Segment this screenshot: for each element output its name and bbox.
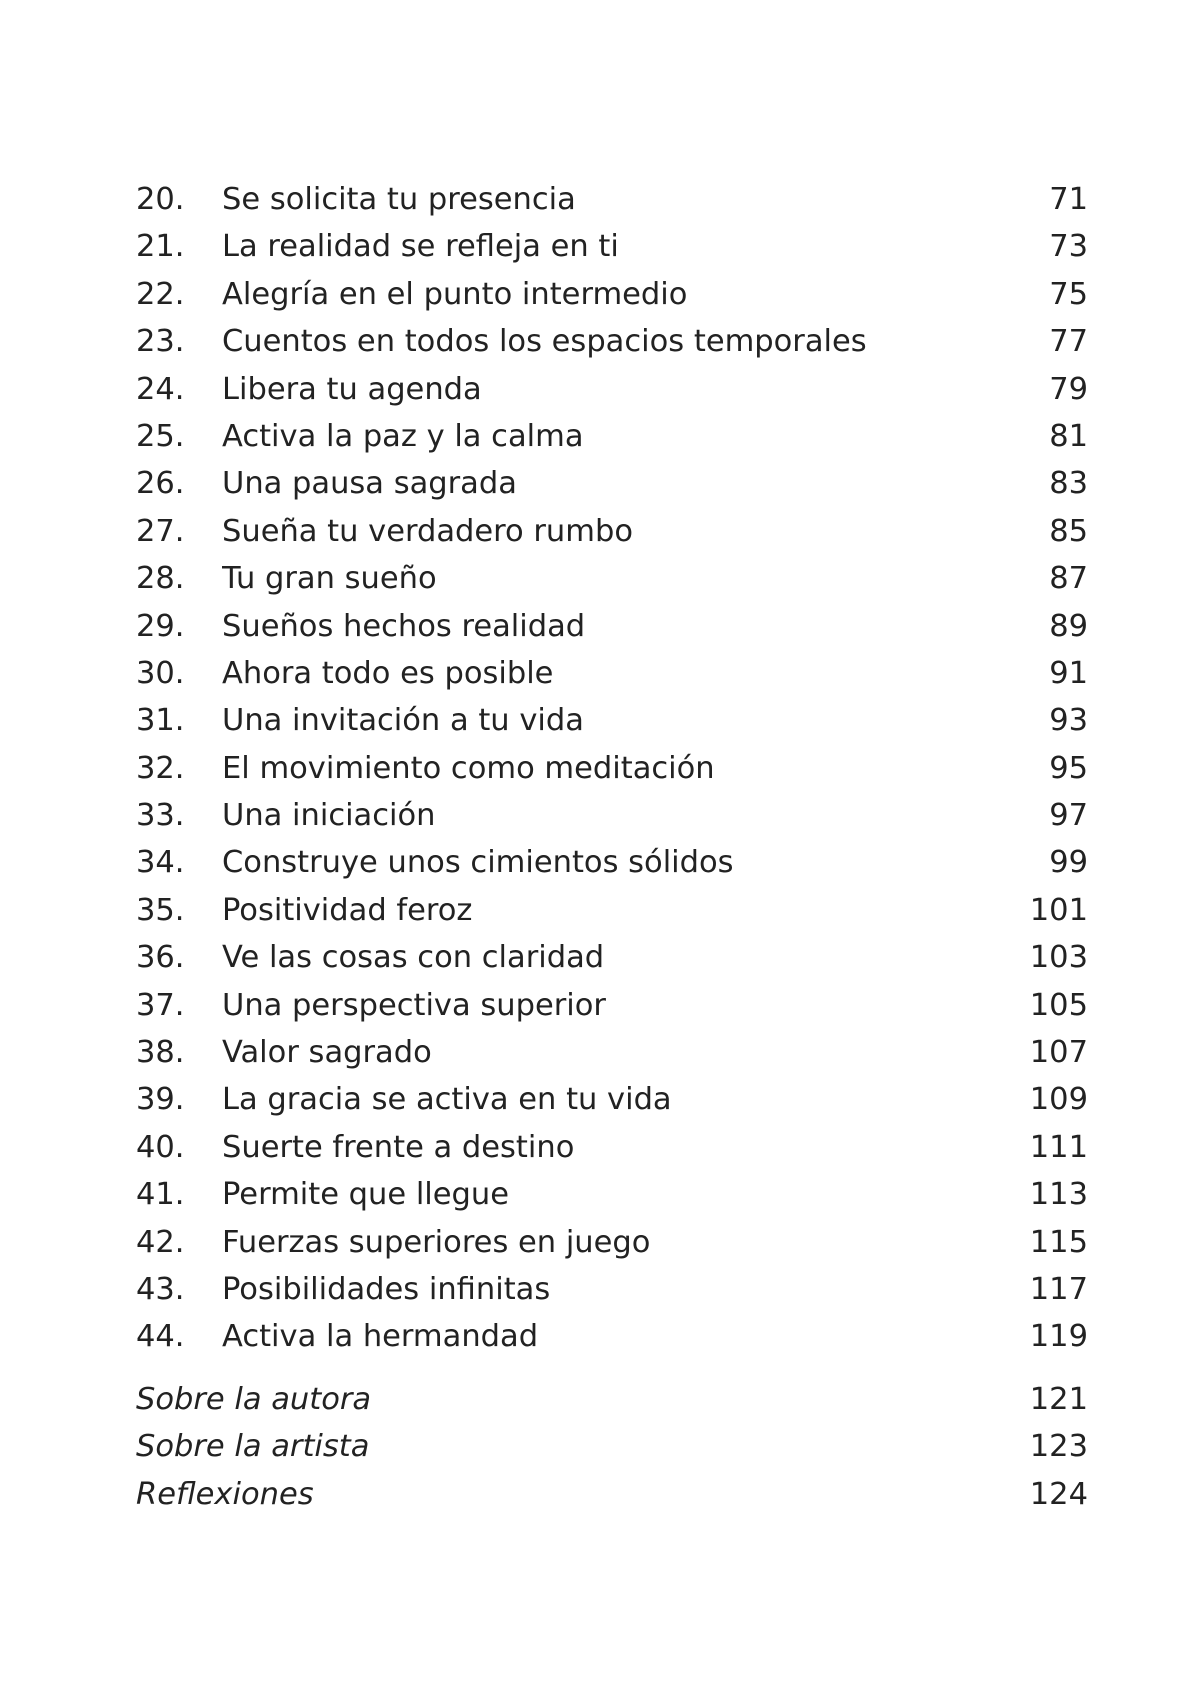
entry-title: Positividad feroz <box>222 892 473 928</box>
entry-page: 103 <box>1029 940 1088 976</box>
entry-page: 113 <box>1029 1177 1088 1213</box>
toc-entry <box>136 1029 1088 1076</box>
entry-page: 87 <box>1049 561 1088 597</box>
entry-page: 91 <box>1049 655 1088 691</box>
entry-number: 28. <box>136 561 185 597</box>
toc-entry <box>136 176 1088 223</box>
toc-entry <box>136 460 1088 507</box>
toc-entry <box>136 1219 1088 1266</box>
entry-number: 34. <box>136 845 185 881</box>
entry-number: 30. <box>136 655 185 691</box>
entry-title: Tu gran sueño <box>222 561 437 597</box>
entry-title: Libera tu agenda <box>222 371 482 407</box>
toc-entry <box>136 1171 1088 1218</box>
entry-number: 26. <box>136 466 185 502</box>
entry-page: 121 <box>1029 1382 1088 1417</box>
entry-number: 20. <box>136 182 185 217</box>
entry-title: Posibilidades infinitas <box>222 1271 551 1307</box>
entry-page: 73 <box>1049 229 1088 265</box>
toc-entry <box>136 650 1088 697</box>
entry-number: 25. <box>136 418 185 454</box>
entry-page: 97 <box>1049 798 1088 834</box>
entry-number: 21. <box>136 229 185 265</box>
entry-title: Activa la paz y la calma <box>222 418 584 454</box>
toc-entry <box>136 792 1088 839</box>
entry-number: 35. <box>136 892 185 928</box>
entry-title: Construye unos cimientos sólidos <box>222 845 734 881</box>
entry-title: Ahora todo es posible <box>222 655 554 691</box>
entry-number: 44. <box>136 1319 185 1355</box>
entry-title: Una perspectiva superior <box>222 987 606 1023</box>
entry-title: Suerte frente a destino <box>222 1129 575 1165</box>
entry-title: Alegría en el punto intermedio <box>222 276 688 312</box>
entry-page: 85 <box>1049 513 1088 549</box>
entry-number: 41. <box>136 1177 185 1213</box>
back-matter-entry <box>136 1471 1088 1518</box>
entry-page: 81 <box>1049 418 1088 454</box>
entry-page: 123 <box>1029 1429 1088 1465</box>
entry-page: 95 <box>1049 750 1088 786</box>
entry-title: Se solicita tu presencia <box>222 182 576 217</box>
entry-number: 37. <box>136 987 185 1023</box>
toc-entry <box>136 934 1088 981</box>
entry-page: 107 <box>1029 1035 1088 1071</box>
entry-title: Cuentos en todos los espacios temporales <box>222 324 867 360</box>
toc-entry <box>136 697 1088 744</box>
entry-title: Permite que llegue <box>222 1177 509 1213</box>
entry-number: 23. <box>136 324 185 360</box>
entry-title: Sobre la artista <box>136 1429 370 1465</box>
entry-page: 105 <box>1029 987 1088 1023</box>
entry-number: 27. <box>136 513 185 549</box>
entry-page: 79 <box>1049 371 1088 407</box>
toc-entry <box>136 982 1088 1029</box>
toc-entry <box>136 1076 1088 1123</box>
back-matter-entry <box>136 1423 1088 1470</box>
entry-number: 29. <box>136 608 185 644</box>
entry-page: 77 <box>1049 324 1088 360</box>
toc-entry <box>136 887 1088 934</box>
toc-entry <box>136 1266 1088 1313</box>
entry-number: 43. <box>136 1271 185 1307</box>
entry-title: La realidad se refleja en ti <box>222 229 619 265</box>
entry-number: 36. <box>136 940 185 976</box>
toc-entry <box>136 555 1088 602</box>
entry-title: Sueña tu verdadero rumbo <box>222 513 633 549</box>
entry-page: 71 <box>1049 182 1088 217</box>
toc-entry <box>136 413 1088 460</box>
toc-entry <box>136 271 1088 318</box>
toc-entry <box>136 745 1088 792</box>
entry-page: 115 <box>1029 1224 1088 1260</box>
entry-number: 32. <box>136 750 185 786</box>
entry-page: 119 <box>1029 1319 1088 1355</box>
entry-title: La gracia se activa en tu vida <box>222 1082 672 1118</box>
entry-page: 75 <box>1049 276 1088 312</box>
entry-page: 109 <box>1029 1082 1088 1118</box>
entry-title: Una iniciación <box>222 798 436 834</box>
toc-entry <box>136 508 1088 555</box>
entry-number: 39. <box>136 1082 185 1118</box>
entry-title: Fuerzas superiores en juego <box>222 1224 651 1260</box>
entry-page: 117 <box>1029 1271 1088 1307</box>
entry-title: Ve las cosas con claridad <box>222 940 605 976</box>
toc-entry <box>136 318 1088 365</box>
toc-entry <box>136 1124 1088 1171</box>
entry-title: Sueños hechos realidad <box>222 608 586 644</box>
entry-number: 38. <box>136 1035 185 1071</box>
entry-number: 24. <box>136 371 185 407</box>
entry-number: 40. <box>136 1129 185 1165</box>
entry-title: Reflexiones <box>136 1476 314 1512</box>
toc-entry <box>136 1313 1088 1360</box>
toc-entry <box>136 223 1088 270</box>
toc-entry <box>136 366 1088 413</box>
entry-number: 42. <box>136 1224 185 1260</box>
entry-page: 93 <box>1049 703 1088 739</box>
back-matter-list <box>136 1376 1088 1518</box>
entry-number: 33. <box>136 798 185 834</box>
entry-page: 124 <box>1029 1476 1088 1512</box>
entry-number: 22. <box>136 276 185 312</box>
entry-title: Activa la hermandad <box>222 1319 539 1355</box>
entry-title: Una invitación a tu vida <box>222 703 584 739</box>
toc-entry <box>136 603 1088 650</box>
entry-number: 31. <box>136 703 185 739</box>
entry-title: Valor sagrado <box>222 1035 432 1071</box>
back-matter-entry <box>136 1376 1088 1423</box>
entry-page: 89 <box>1049 608 1088 644</box>
entry-title: Sobre la autora <box>136 1382 372 1417</box>
entry-page: 99 <box>1049 845 1088 881</box>
toc-entry <box>136 839 1088 886</box>
table-of-contents <box>136 176 1088 1361</box>
entry-page: 111 <box>1029 1129 1088 1165</box>
entry-page: 101 <box>1029 892 1088 928</box>
entry-title: Una pausa sagrada <box>222 466 517 502</box>
entry-page: 83 <box>1049 466 1088 502</box>
entry-title: El movimiento como meditación <box>222 750 715 786</box>
